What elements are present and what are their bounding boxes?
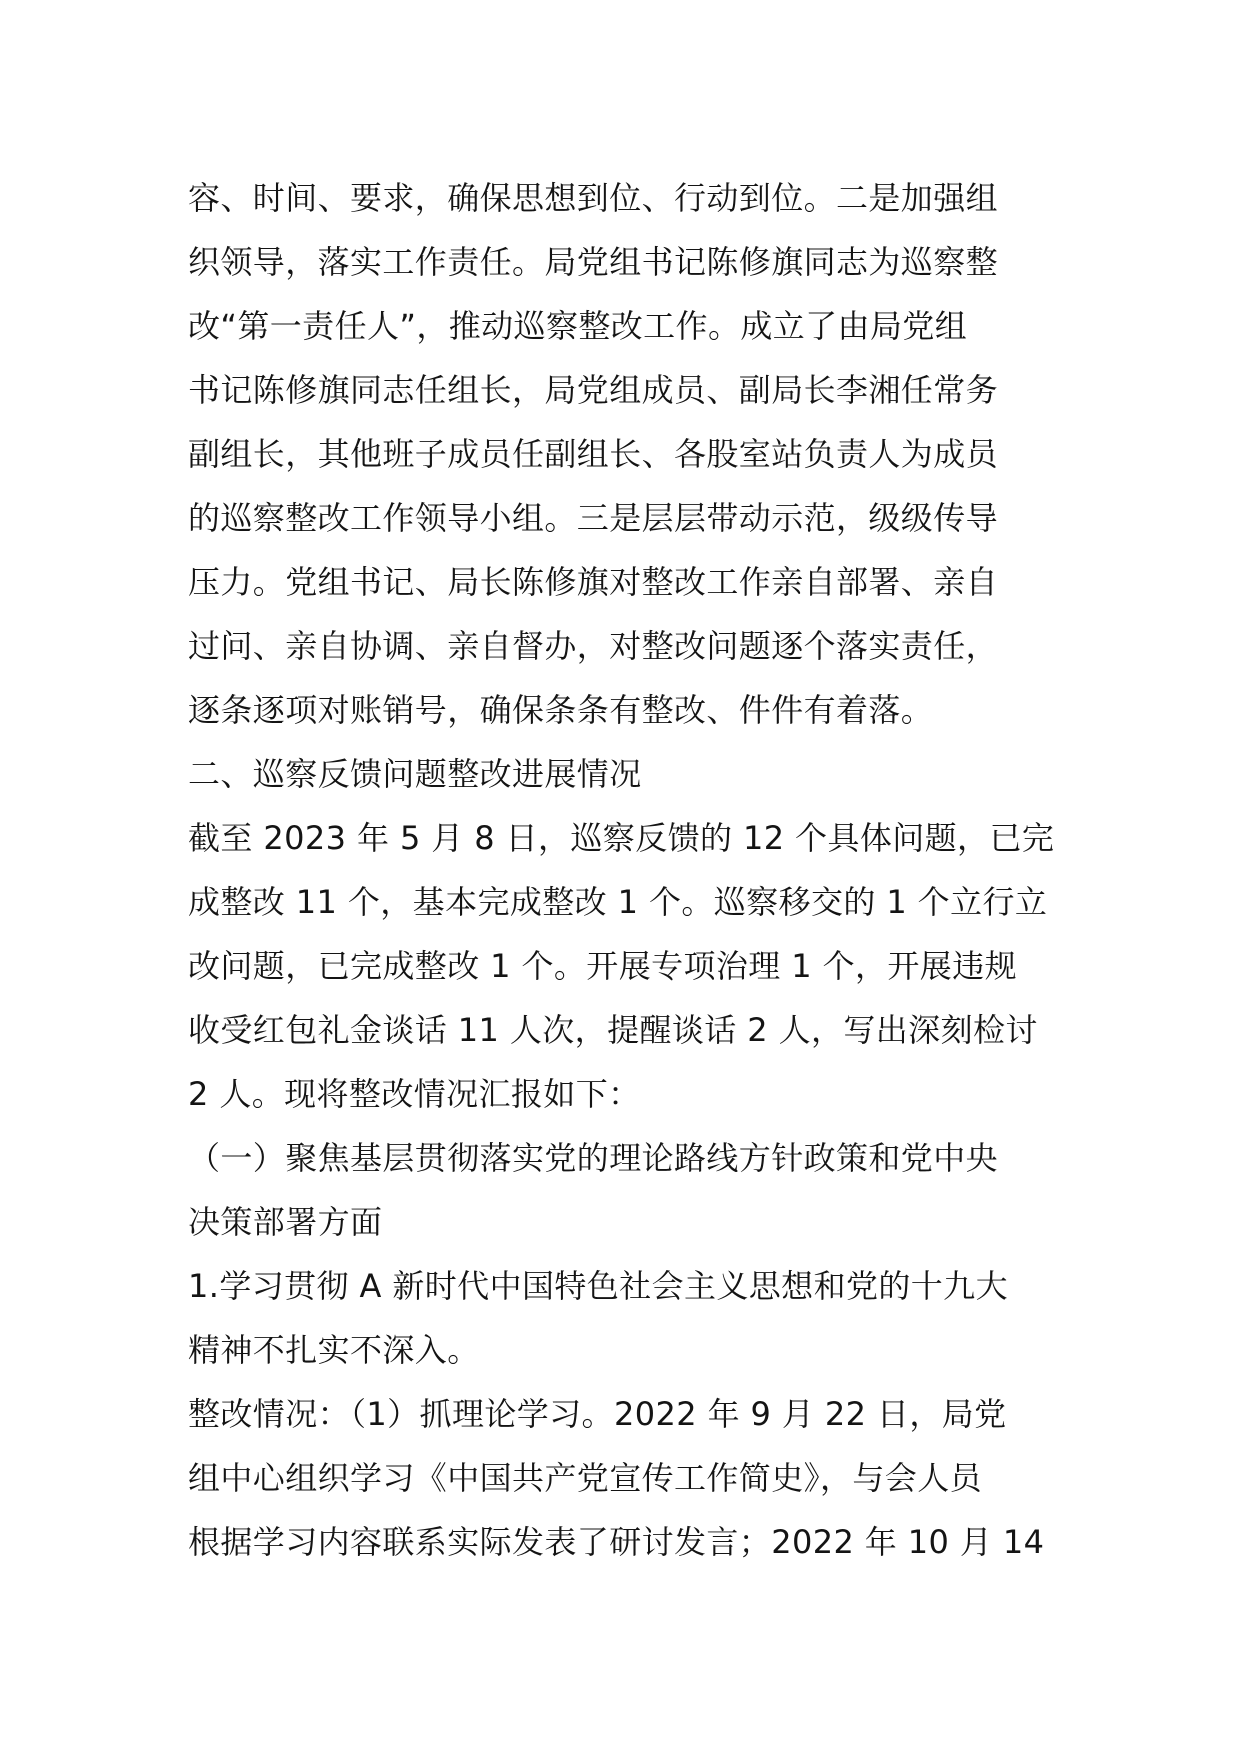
subsection-heading: （一）聚焦基层贯彻落实党的理论路线方针政策和党中央: [188, 1139, 999, 1177]
text-line: 过问、亲自协调、亲自督办，对整改问题逐个落实责任，: [188, 627, 999, 665]
text-line: 的巡察整改工作领导小组。三是层层带动示范，级级传导: [188, 499, 999, 537]
item-heading: 精神不扎实不深入。: [188, 1331, 480, 1369]
text-line: 收受红包礼金谈话 11 人次，提醒谈话 2 人，写出深刻检讨: [188, 1011, 1038, 1049]
text-line: 根据学习内容联系实际发表了研讨发言；2022 年 10 月 14: [188, 1523, 1045, 1561]
text-line: 整改情况：（1）抓理论学习。2022 年 9 月 22 日，局党: [188, 1395, 1007, 1433]
text-line: 逐条逐项对账销号，确保条条有整改、件件有着落。: [188, 691, 934, 729]
text-line: 容、时间、要求，确保思想到位、行动到位。二是加强组: [188, 179, 999, 217]
text-line: 组中心组织学习《中国共产党宣传工作简史》，与会人员: [188, 1459, 983, 1497]
text-line: 2 人。现将整改情况汇报如下：: [188, 1075, 641, 1113]
item-heading: 1.学习贯彻 A 新时代中国特色社会主义思想和党的十九大: [188, 1267, 1008, 1305]
text-line: 书记陈修旗同志任组长，局党组成员、副局长李湘任常务: [188, 371, 999, 409]
section-heading: 二、巡察反馈问题整改进展情况: [188, 755, 642, 793]
subsection-heading: 决策部署方面: [188, 1203, 383, 1241]
text-line: 副组长，其他班子成员任副组长、各股室站负责人为成员: [188, 435, 999, 473]
body-text: [188, 166, 1068, 1574]
text-line: 压力。党组书记、局长陈修旗对整改工作亲自部署、亲自: [188, 563, 999, 601]
text-line: 成整改 11 个，基本完成整改 1 个。巡察移交的 1 个立行立: [188, 883, 1048, 921]
text-line: 改问题，已完成整改 1 个。开展专项治理 1 个，开展违规: [188, 947, 1018, 985]
text-line: 织领导，落实工作责任。局党组书记陈修旗同志为巡察整: [188, 243, 999, 281]
text-line: 截至 2023 年 5 月 8 日，巡察反馈的 12 个具体问题，已完: [188, 819, 1055, 857]
text-line: 改“第一责任人”，推动巡察整改工作。成立了由局党组: [188, 307, 968, 345]
